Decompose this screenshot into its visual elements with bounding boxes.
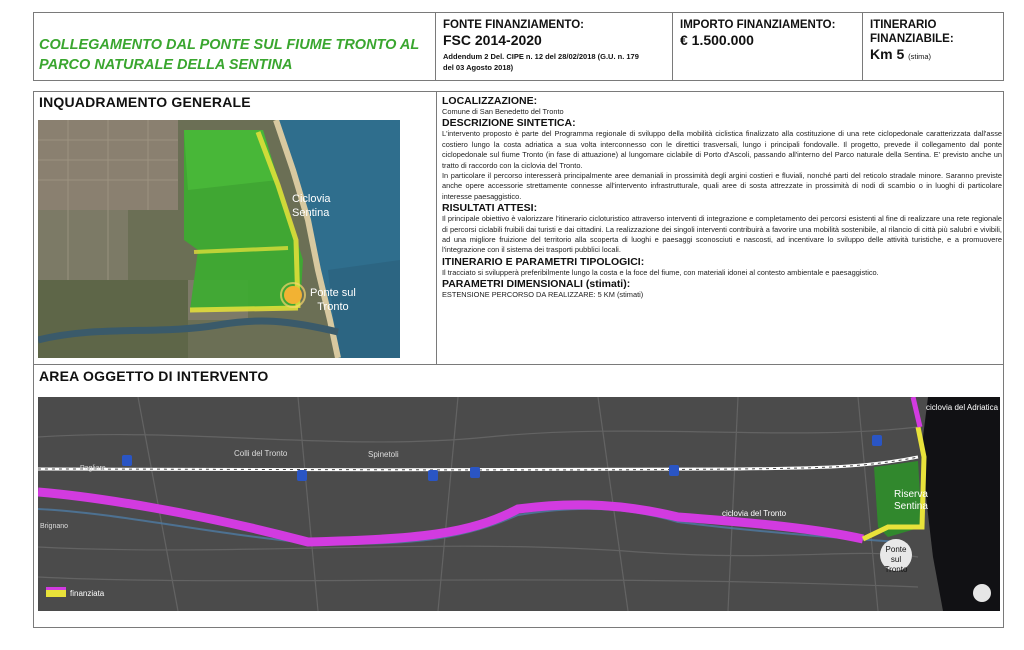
descrizione-text-2: In particolare il percorso interesserà principalmente aree demaniali in prossimità degli argini costieri e fluviali, nonché parti del reticolo stradale minore. Saranno previste anche opere accessorie strettamente connesse all'intervento infrastrutturale, quali aree di sosta attrezzate in prossimità di nodi di scambio o in luoghi di particolare interesse paesaggistico. <box>442 171 1002 201</box>
map1-label-ciclovia-line2: Sentina <box>292 207 330 219</box>
itin-value-row <box>870 46 1003 65</box>
map1-label-ponte-line1: Ponte sul <box>310 287 356 299</box>
label-ponte <box>880 545 912 575</box>
project-title <box>34 13 436 80</box>
itin-value: Km 5 <box>870 46 905 62</box>
satellite-map-image <box>38 120 400 358</box>
map1-label-ciclovia-line1: Ciclovia <box>292 193 331 205</box>
inquadramento-title: INQUADRAMENTO GENERALE <box>39 94 251 110</box>
label-left2: Brignano <box>40 523 69 530</box>
fonte-value: FSC 2014-2020 <box>443 32 542 48</box>
itinerario-label: ITINERARIO E PARAMETRI TIPOLOGICI: <box>442 255 645 268</box>
map1-label-ciclovia <box>292 192 331 220</box>
descrizione-label: DESCRIZIONE SINTETICA: <box>442 117 576 130</box>
project-title-line1: COLLEGAMENTO DAL PONTE SUL FIUME TRONTO AL <box>39 37 420 53</box>
itinerario-finanziabile <box>863 13 1003 80</box>
descrizione-text: L'intervento proposto è parte del Programma regionale di sviluppo della mobilità ciclistica finalizzato alla costituzione di una rete ciclopedonale caratterizzata dall'asse costiero lungo la costa adriatica a sua volta interconnesso con le direttici trasversali, lungo i principali fondovalle. Il progetto, prevede il collegamento dal ponte ciclopedonale sul fiume Tronto (in fase di attuazione) al lungomare ciclabile di Porto d'Ascoli, passando all'interno del Parco naturale della Sentina. E' previsto anche un tratto di raccordo con la ciclovia del Tronto. <box>442 129 1002 170</box>
fonte-note <box>443 51 672 73</box>
importo-value: € 1.500.000 <box>680 32 754 48</box>
importo-finanziamento <box>673 13 863 80</box>
label-ciclovia-tronto: ciclovia del Tronto <box>722 509 787 518</box>
inquadramento-box <box>33 91 1004 365</box>
area-map-image <box>38 397 1000 611</box>
fonte-finanziamento <box>436 13 673 80</box>
label-ponte-line2: Tronto <box>884 565 908 574</box>
label-colli: Colli del Tronto <box>234 449 288 458</box>
itin-label-line1: ITINERARIO <box>870 19 937 31</box>
area-intervento-box <box>33 365 1004 628</box>
area-title: AREA OGGETTO DI INTERVENTO <box>39 368 269 384</box>
fonte-label: FONTE FINANZIAMENTO: <box>443 19 584 31</box>
project-title-line2: PARCO NATURALE DELLA SENTINA <box>39 57 293 73</box>
risultati-text: Il principale obiettivo è valorizzare l'itinerario cicloturistico attraverso interventi di integrazione e completamento dei percorsi esistenti al fine di realizzare una rete regionale di percorsi ciclabili fruibili dai turisti e dai cittadini. La realizzazione dei singoli interventi contribuirà a favorire una mobilità sostenibile, al rilancio di città più salubri e vivibili, ad una migliore fruizione del territorio alla scoperta di luoghi e paesaggi sconosciuti e nascosti, ad incentivare lo sviluppo delle attività turistiche, e a promuovere l'integrazione con il sistema dei trasporti pubblici locali. <box>442 214 1002 255</box>
fonte-note-line1: Addendum 2 Del. CIPE n. 12 del 28/02/2018 (G.U. n. 179 <box>443 52 639 61</box>
map1-label-ponte <box>310 286 356 314</box>
label-riserva-line2: Sentina <box>894 501 928 512</box>
itin-label-line2: FINANZIABILE: <box>870 33 954 45</box>
label-riserva <box>894 489 928 513</box>
area-map <box>38 397 1000 611</box>
risultati-label: RISULTATI ATTESI: <box>442 202 538 215</box>
label-ciclovia-adriatica: ciclovia del Adriatica <box>926 403 999 412</box>
localizzazione-text: Comune di San Benedetto del Tronto <box>442 107 564 116</box>
label-left1: Pagliare <box>80 465 106 472</box>
details-column <box>442 95 1002 301</box>
label-riserva-line1: Riserva <box>894 489 928 500</box>
inquadramento-map <box>38 120 400 358</box>
parametri-text: ESTENSIONE PERCORSO DA REALIZZARE: 5 KM (stimati) <box>442 290 644 300</box>
map1-label-ponte-line2: Tronto <box>317 301 349 313</box>
label-spinetoli: Spinetoli <box>368 450 399 459</box>
header-box <box>33 12 1004 81</box>
column-divider <box>436 92 437 364</box>
itinerario-text: Il tracciato si svilupperà preferibilmente lungo la costa e la foce del fiume, con materiali idonei al contesto ambientale e paesaggistico. <box>442 267 879 277</box>
fonte-note-line2: del 03 Agosto 2018) <box>443 63 514 72</box>
legend-label: finanziata <box>70 589 105 598</box>
label-ponte-line1: Ponte sul <box>885 545 907 564</box>
localizzazione-label: LOCALIZZAZIONE: <box>442 95 538 107</box>
itin-note: (stima) <box>908 52 932 61</box>
parametri-label: PARAMETRI DIMENSIONALI (stimati): <box>442 278 631 291</box>
importo-label: IMPORTO FINANZIAMENTO: <box>680 19 836 31</box>
